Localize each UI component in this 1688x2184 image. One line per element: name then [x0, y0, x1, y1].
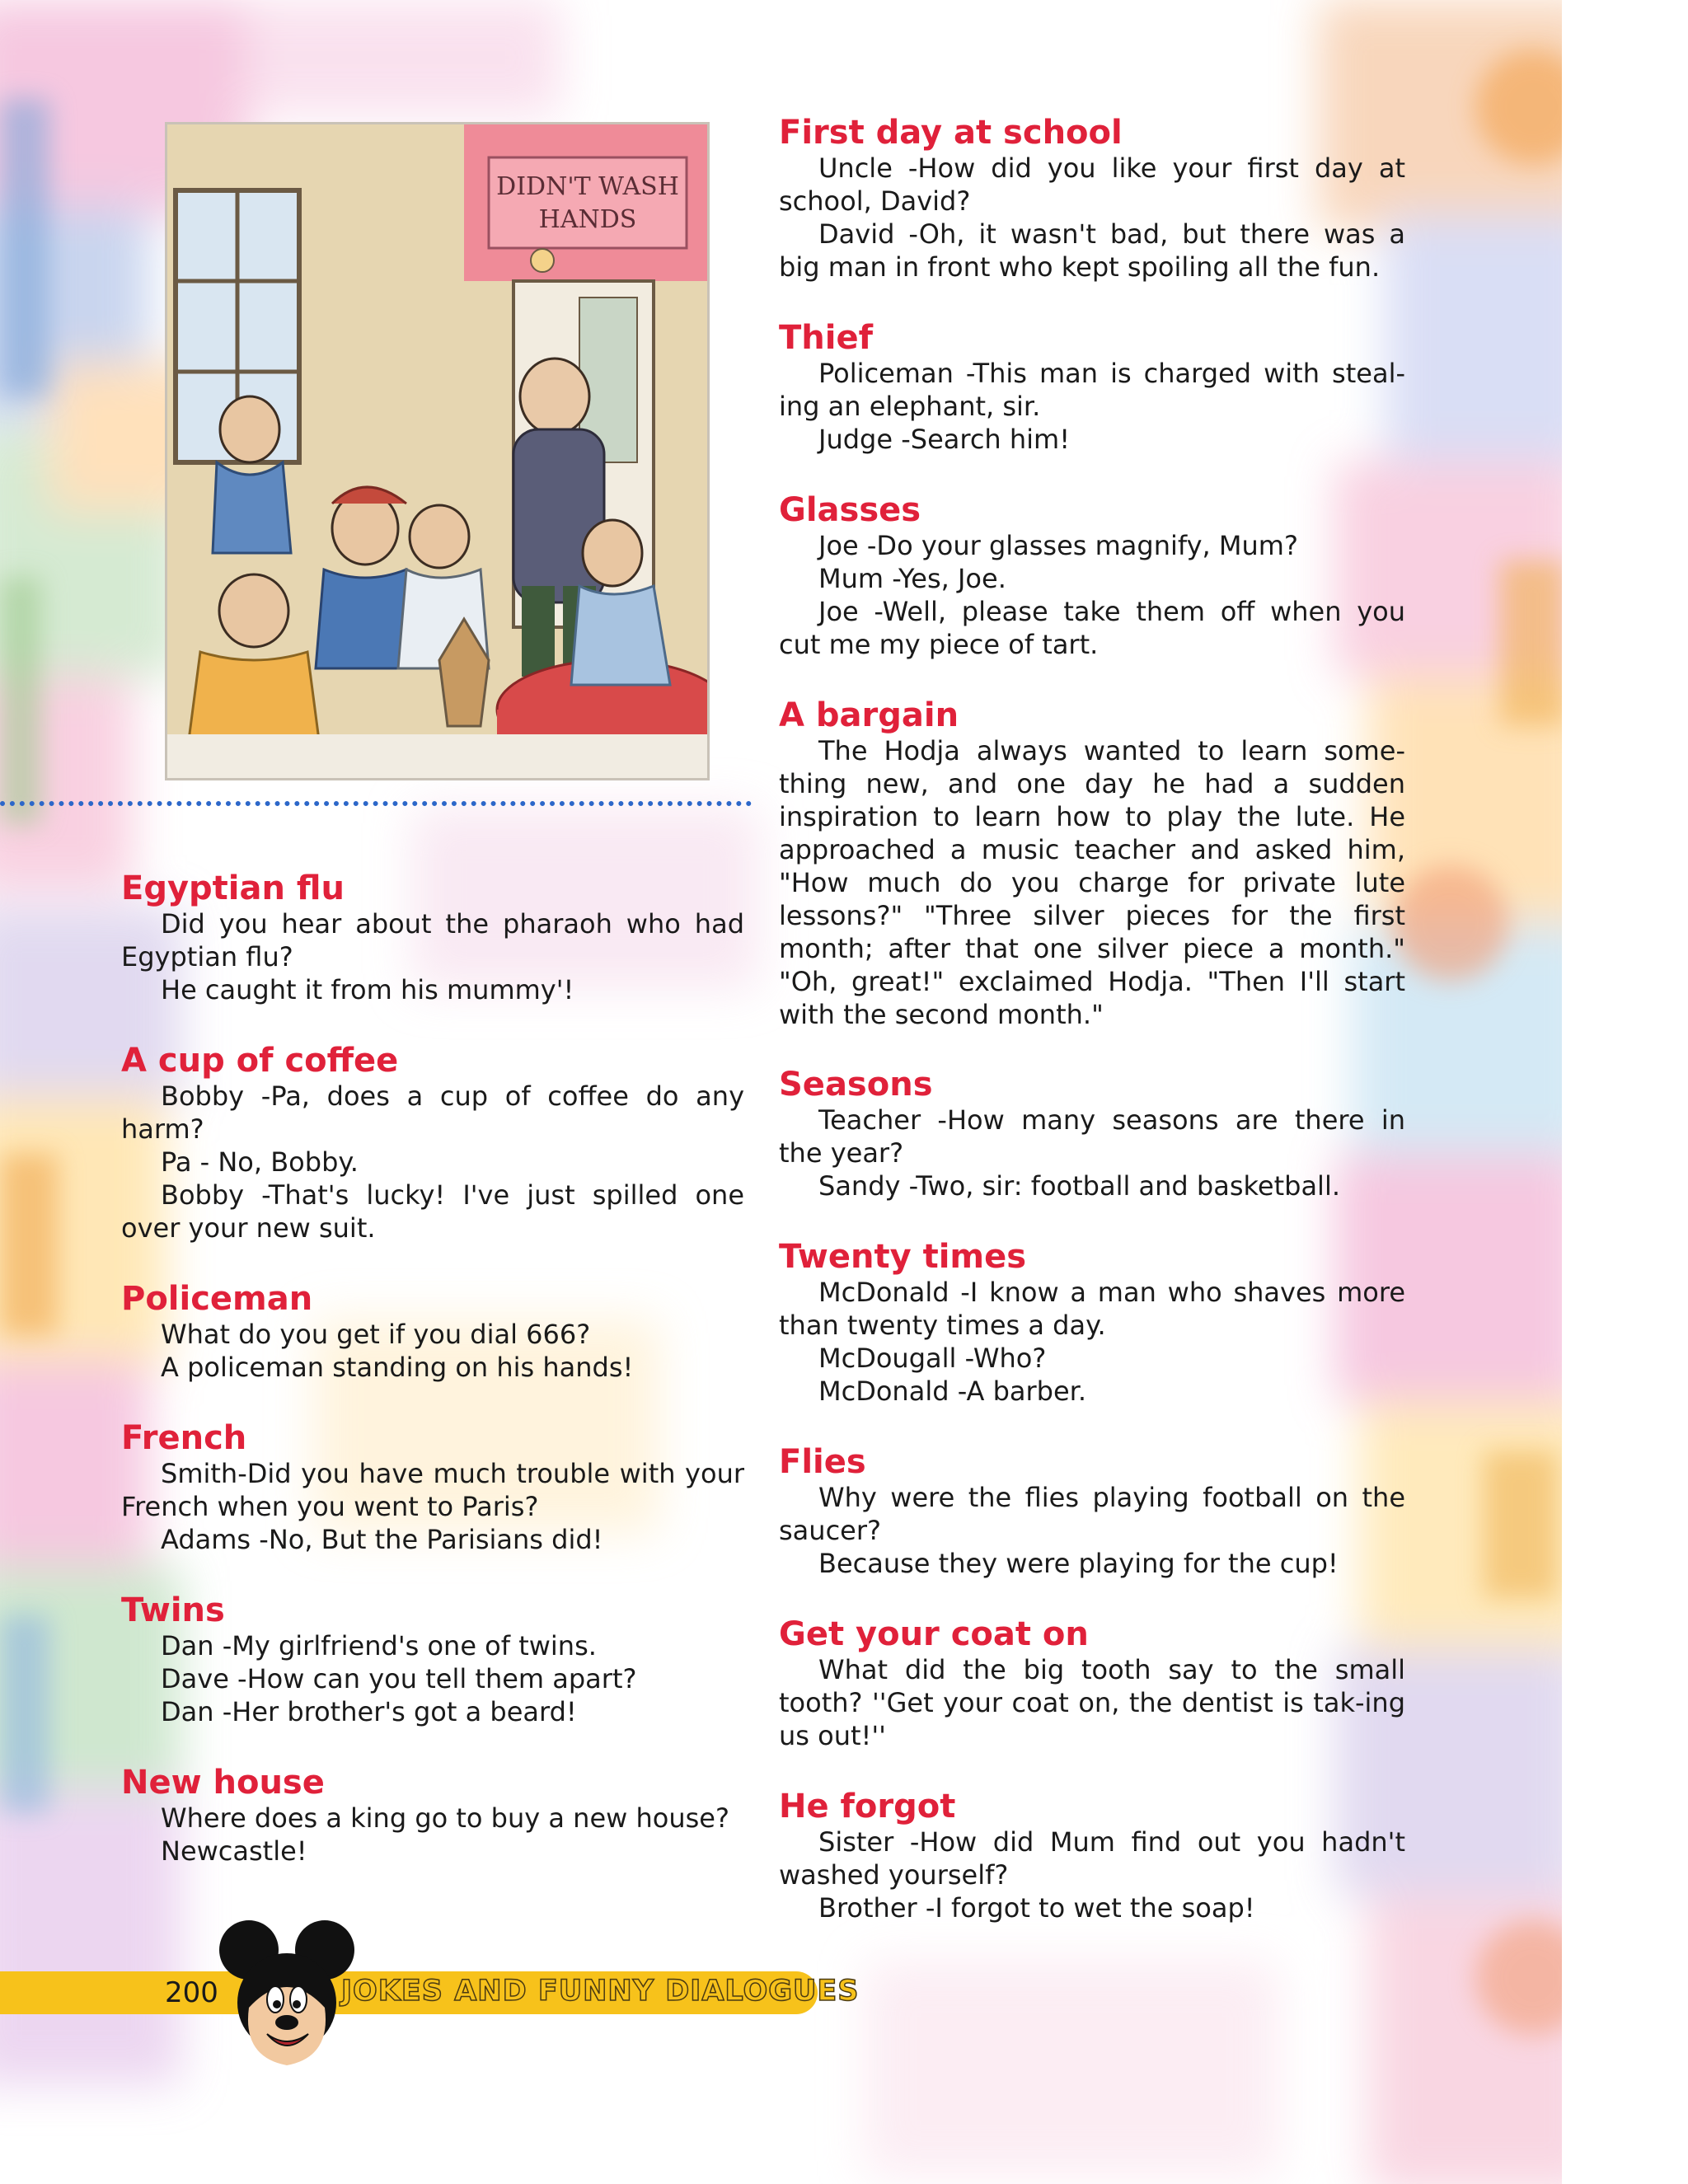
joke-line: Smith-Did you have much trouble with your French when you went to Paris? [121, 1458, 744, 1522]
joke-line: The Hodja always wanted to learn some-thing new, and one day he had a sudden inspiration to learn how to play the lute. He approached a music teacher and asked him, "How much do you charge for private lute lessons?" "Three silver pieces for the first month; after that one silver piece a month." "Oh, great!" exclaimed Hodja. "Then I'll start with the second month." [779, 735, 1405, 1030]
joke-line: David -Oh, it wasn't bad, but there was a big man in front who kept spoiling all the fun. [779, 218, 1405, 283]
joke-title: New house [121, 1764, 325, 1802]
joke-line: Because they were playing for the cup! [818, 1548, 1339, 1579]
joke-line: Sandy -Two, sir: football and basketball. [818, 1170, 1340, 1202]
joke-line: Newcastle! [161, 1835, 307, 1867]
joke-line: Sister -How did Mum find out you hadn't washed yourself? [779, 1826, 1405, 1891]
joke-line: Did you hear about the pharaoh who had Egyptian flu? [121, 908, 744, 972]
joke-title: Flies [779, 1443, 866, 1481]
section-title: JOKES AND FUNNY DIALOGUES [341, 1975, 860, 2008]
joke-line: McDougall -Who? [818, 1343, 1047, 1374]
joke-line: Judge -Search him! [818, 424, 1071, 455]
joke-line: Joe -Do your glasses magnify, Mum? [818, 530, 1298, 561]
joke-line: Pa - No, Bobby. [161, 1146, 359, 1178]
page-number: 200 [165, 1976, 218, 2009]
joke-twins [121, 1591, 744, 1728]
joke-title: Twenty times [779, 1238, 1027, 1276]
joke-line: Why were the flies playing football on the saucer? [779, 1482, 1405, 1546]
joke-glasses [779, 491, 1405, 661]
joke-title: Thief [779, 319, 874, 357]
sign-line2: HANDS [538, 205, 637, 234]
joke-french [121, 1419, 744, 1556]
joke-line: McDonald -I know a man who shaves more than twenty times a day. [779, 1277, 1405, 1341]
joke-seasons [779, 1066, 1405, 1202]
joke-line: Dan -My girlfriend's one of twins. [161, 1630, 597, 1661]
joke-line: McDonald -A barber. [818, 1376, 1087, 1407]
joke-title: A cup of coffee [121, 1042, 399, 1080]
joke-line: Where does a king go to buy a new house? [161, 1802, 729, 1834]
joke-flies [779, 1443, 1405, 1580]
joke-title: Policeman [121, 1280, 313, 1318]
joke-line: Mum -Yes, Joe. [818, 563, 1006, 594]
joke-title: Egyptian flu [121, 869, 345, 907]
joke-title: Glasses [779, 491, 921, 529]
page-margin [1562, 0, 1688, 2184]
joke-line: What do you get if you dial 666? [161, 1319, 591, 1350]
joke-thief [779, 319, 1405, 456]
joke-line: Uncle -How did you like your first day at school, David? [779, 152, 1405, 217]
joke-he-forgot [779, 1788, 1405, 1924]
joke-policeman [121, 1280, 744, 1384]
joke-line: Teacher -How many seasons are there in the year? [779, 1104, 1405, 1169]
sign-line1: DIDN'T WASH [496, 172, 679, 201]
joke-title: First day at school [779, 114, 1123, 152]
joke-line: Joe -Well, please take them off when you cut me my piece of tart. [779, 596, 1405, 660]
cartoon-illustration [165, 122, 710, 780]
joke-new-house [121, 1764, 744, 1868]
joke-line: He caught it from his mummy'! [161, 974, 574, 1005]
joke-line: Dave -How can you tell them apart? [161, 1663, 637, 1694]
joke-title: French [121, 1419, 247, 1457]
joke-title: Get your coat on [779, 1615, 1089, 1653]
joke-line: Adams -No, But the Parisians did! [161, 1524, 603, 1555]
joke-get-your-coat-on [779, 1615, 1405, 1752]
joke-a-bargain [779, 696, 1405, 1031]
joke-egyptian-flu [121, 869, 744, 1006]
joke-title: Twins [121, 1591, 225, 1629]
mouse-mascot-icon [216, 1917, 356, 2082]
joke-title: He forgot [779, 1788, 956, 1825]
joke-title: Seasons [779, 1066, 933, 1104]
joke-line: What did the big tooth say to the small tooth? ''Get your coat on, the dentist is tak-ing us out!'' [779, 1654, 1405, 1751]
joke-cup-of-coffee [121, 1042, 744, 1244]
joke-line: A policeman standing on his hands! [161, 1352, 634, 1383]
joke-line: Bobby -That's lucky! I've just spilled one over your new suit. [121, 1179, 744, 1244]
joke-title: A bargain [779, 696, 959, 734]
joke-line: Policeman -This man is charged with steal-ing an elephant, sir. [779, 358, 1405, 422]
joke-line: Dan -Her brother's got a beard! [161, 1696, 577, 1727]
joke-twenty-times [779, 1238, 1405, 1408]
joke-line: Brother -I forgot to wet the soap! [818, 1892, 1255, 1924]
joke-first-day-at-school [779, 114, 1405, 284]
dotted-divider [0, 801, 752, 806]
joke-line: Bobby -Pa, does a cup of coffee do any harm? [121, 1080, 744, 1145]
